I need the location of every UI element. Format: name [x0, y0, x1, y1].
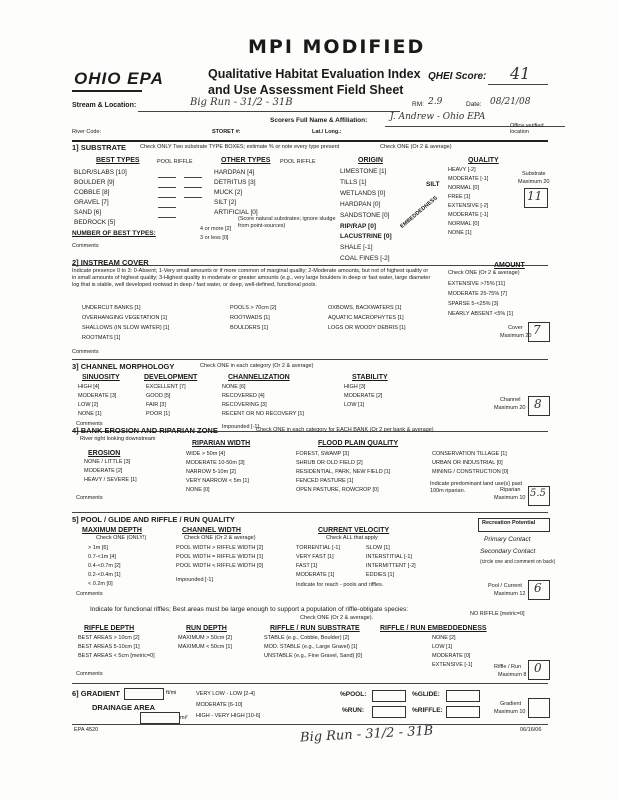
amount-header: AMOUNT	[494, 262, 525, 269]
depth-3[interactable]: 0.4-<0.7m [2]	[88, 563, 121, 569]
form-subtitle-2: and Use Assessment Field Sheet	[208, 83, 404, 97]
channelization-3[interactable]: RECOVERING [3]	[222, 402, 267, 408]
pct-pool-label: %POOL:	[340, 691, 367, 698]
best-blank-1	[158, 177, 176, 178]
quality-4[interactable]: FREE [1]	[448, 194, 471, 200]
riffle-score-label: Riffle / Run	[494, 664, 522, 670]
cover-score-value: 7	[533, 323, 541, 337]
qhei-score-value: 41	[510, 64, 531, 83]
channelization-5[interactable]: Impounded [-1]	[222, 424, 259, 430]
best-blank-5	[158, 197, 176, 198]
origin-9[interactable]: COAL FINES [-2]	[340, 255, 390, 262]
date-value: 08/21/08	[490, 97, 531, 107]
cover-right-1[interactable]: OXBOWS, BACKWATERS [1]	[328, 305, 402, 311]
riffle-score-max: Maximum 8	[498, 672, 527, 678]
depth-4[interactable]: 0.2-<0.4m [1]	[88, 572, 121, 578]
riparian-4[interactable]: VERY NARROW < 5m [1]	[186, 478, 249, 484]
handwritten-signature: Big Run - 31/2 - 31B	[299, 723, 434, 746]
channel-comments: Comments	[76, 421, 103, 427]
section-2-rule	[72, 359, 548, 360]
cover-right-3[interactable]: LOGS OR WOODY DEBRIS [1]	[328, 325, 406, 331]
flood-plain-header: FLOOD PLAIN QUALITY	[318, 440, 399, 447]
gradient-score-max: Maximum 10	[494, 709, 526, 715]
scorer-label: Scorers Full Name & Affiliation:	[270, 117, 368, 124]
sinuosity-4[interactable]: NONE [1]	[78, 411, 102, 417]
development-2[interactable]: GOOD [5]	[146, 393, 171, 399]
substrate-score-value: 11	[527, 189, 543, 203]
cover-comments: Comments	[72, 349, 99, 355]
header-rule	[72, 140, 548, 142]
channel-instruction: Check ONE in each category (Or 2 & average)	[200, 363, 314, 369]
instream-cover-title: 2] INSTREAM COVER	[72, 258, 149, 267]
width-3[interactable]: POOL WIDTH < RIFFLE WIDTH [0]	[176, 563, 264, 569]
pool-score-max: Maximum 12	[494, 591, 526, 597]
riparian-width-header: RIPARIAN WIDTH	[192, 440, 251, 447]
riffle-score-value: 0	[534, 661, 542, 675]
current-velocity-header: CURRENT VELOCITY	[318, 527, 390, 534]
velocity-right-3[interactable]: INTERMITTENT [-2]	[366, 563, 416, 569]
other-type-1[interactable]: HARDPAN [4]	[214, 169, 255, 176]
amount-3[interactable]: SPARSE 5-<25% [3]	[448, 301, 499, 307]
best-blank-8	[158, 217, 176, 218]
drainage-input[interactable]	[140, 712, 180, 724]
pool-riffle-header-1: POOL RIFFLE	[157, 159, 193, 165]
river-code-label: River Code:	[72, 129, 102, 135]
quality-6[interactable]: MODERATE [-1]	[448, 212, 489, 218]
depth-2[interactable]: 0.7-<1m [4]	[88, 554, 116, 560]
rm-label: RM:	[412, 101, 424, 108]
gradient-title: 6] GRADIENT	[72, 689, 120, 698]
bank-erosion-title: 4] BANK EROSION AND RIPARIAN ZONE	[72, 426, 218, 435]
best-type-3[interactable]: COBBLE [8]	[74, 189, 110, 196]
amount-4[interactable]: NEARLY ABSENT <5% [1]	[448, 311, 513, 317]
origin-8[interactable]: SHALE [-1]	[340, 244, 373, 251]
embeddedness-2[interactable]: LOW [1]	[432, 644, 453, 650]
origin-3[interactable]: WETLANDS [0]	[340, 190, 386, 197]
riffle-comments: Comments	[76, 671, 103, 677]
riparian-5[interactable]: NONE [0]	[186, 487, 210, 493]
riffle-note: Indicate for functional riffles; Best areas must be large enough to support a population of riffle-obligate species:	[90, 606, 409, 613]
substrate-instruction: Check ONLY Two substrate TYPE BOXES; estimate % or note every type present	[140, 144, 340, 150]
development-1[interactable]: EXCELLENT [7]	[146, 384, 186, 390]
riparian-3[interactable]: NARROW 5-10m [2]	[186, 469, 236, 475]
quality-3[interactable]: NORMAL [0]	[448, 185, 479, 191]
channel-score-max: Maximum 20	[494, 405, 526, 411]
stability-1[interactable]: HIGH [3]	[344, 384, 366, 390]
pool-score-value: 6	[534, 581, 542, 595]
office-verified-label: Office verified location	[510, 123, 544, 135]
best-blank-6	[184, 197, 202, 198]
quality-2[interactable]: MODERATE [-1]	[448, 176, 489, 182]
quality-header: QUALITY	[468, 157, 499, 164]
cover-left-4[interactable]: ROOTMATS [1]	[82, 335, 121, 341]
stream-location-label: Stream & Location:	[72, 102, 137, 109]
width-1[interactable]: POOL WIDTH > RIFFLE WIDTH [2]	[176, 545, 264, 551]
num-best-types-label: NUMBER OF BEST TYPES:	[72, 230, 156, 237]
qhei-score-label: QHEI Score:	[428, 71, 487, 82]
channel-score-value: 8	[534, 397, 542, 411]
gradient-input[interactable]	[124, 688, 164, 700]
velocity-left-4[interactable]: MODERATE [1]	[296, 572, 335, 578]
date-label: Date:	[466, 101, 482, 108]
form-date: 06/16/06	[520, 727, 542, 733]
pool-score-label: Pool / Current	[488, 583, 522, 589]
flood-left-1[interactable]: FOREST, SWAMP [3]	[296, 451, 349, 457]
cover-right-2[interactable]: AQUATIC MACROPHYTES [1]	[328, 315, 404, 321]
sinuosity-header: SINUOSITY	[82, 374, 120, 381]
width-4[interactable]: Impounded [-1]	[176, 577, 213, 583]
depth-note: Check ONE (ONLY!)	[96, 535, 147, 541]
riffle-depth-1[interactable]: BEST AREAS > 10cm [2]	[78, 635, 140, 641]
footer-rule	[72, 724, 548, 725]
embeddedness-header: RIFFLE / RUN EMBEDDEDNESS	[380, 625, 487, 632]
origin-6[interactable]: RIP/RAP [0]	[340, 223, 376, 230]
best-blank-7	[158, 207, 176, 208]
substrate-score-max: Maximum 20	[518, 179, 550, 185]
riffle-depth-3[interactable]: BEST AREAS < 5cm [metric=0]	[78, 653, 155, 659]
pct-run-input[interactable]	[372, 706, 406, 718]
riffle-run-substrate-header: RIFFLE / RUN SUBSTRATE	[270, 625, 360, 632]
origin-5[interactable]: SANDSTONE [0]	[340, 212, 390, 219]
primary-contact[interactable]: Primary Contact	[484, 536, 531, 543]
riparian-score-value: 5.5	[530, 488, 546, 499]
amount-1[interactable]: EXTENSIVE >75% [11]	[448, 281, 505, 287]
quality-8[interactable]: NONE [1]	[448, 230, 472, 236]
page-title: MPI MODIFIED	[248, 36, 426, 58]
other-type-2[interactable]: DETRITUS [3]	[214, 179, 256, 186]
storet-label: STORET #:	[212, 129, 241, 135]
cover-instruction: Indicate presence 0 to 3: 0-Absent; 1-Very small amounts or if more common of marginal quality; 2-Moderate amounts, but not of highest quality or in small amounts of highest quality; 3-Highest quality in moderate or greater amounts (e.g., very large boulders in deep or fast water, large diameter log that is stable, well developed rootwad in deep / fast water, or deep, well-defined, functional pools.	[72, 268, 431, 288]
riffle-depth-2[interactable]: BEST AREAS 5-10cm [1]	[78, 644, 140, 650]
channelization-2[interactable]: RECOVERED [4]	[222, 393, 265, 399]
depth-5[interactable]: < 0.2m [0]	[88, 581, 113, 587]
pool-comments: Comments	[76, 591, 103, 597]
amount-note: Check ONE (Or 2 & average)	[448, 270, 520, 276]
latlong-label: Lat./ Long.:	[312, 129, 342, 135]
gradient-unit: ft/mi	[166, 690, 177, 696]
pct-riffle-input[interactable]	[446, 706, 480, 718]
stability-header: STABILITY	[352, 374, 388, 381]
velocity-right-2[interactable]: INTERSTITIAL [-1]	[366, 554, 412, 560]
channelization-header: CHANNELIZATION	[228, 374, 290, 381]
flood-left-4[interactable]: FENCED PASTURE [1]	[296, 478, 354, 484]
sinuosity-1[interactable]: HIGH [4]	[78, 384, 100, 390]
development-3[interactable]: FAIR [3]	[146, 402, 166, 408]
gradient-high[interactable]: HIGH - VERY HIGH [10-6]	[196, 713, 261, 719]
embeddedness-label: EMBEDDEDNESS	[399, 195, 439, 230]
amount-2[interactable]: MODERATE 25-75% [7]	[448, 291, 507, 297]
best-blank-3	[158, 187, 176, 188]
pct-glide-label: %GLIDE:	[412, 691, 440, 698]
river-right-note: River right looking downstream	[80, 436, 156, 442]
erosion-2[interactable]: MODERATE [2]	[84, 468, 123, 474]
best-type-2[interactable]: BOULDER [9]	[74, 179, 115, 186]
circle-note: (circle one and comment on back)	[480, 559, 556, 565]
channel-morphology-title: 3] CHANNEL MORPHOLOGY	[72, 362, 175, 371]
cover-mid-1[interactable]: POOLS > 70cm [2]	[230, 305, 277, 311]
pool-riffle-title: 5] POOL / GLIDE AND RIFFLE / RUN QUALITY	[72, 515, 235, 524]
erosion-header: EROSION	[88, 450, 121, 457]
silt-label: SILT	[426, 181, 440, 188]
flood-note: Indicate predominant land use(s) past 100m riparian.	[430, 481, 523, 494]
section-4-rule	[72, 512, 548, 513]
drainage-unit: mi²	[180, 715, 188, 721]
flood-left-5[interactable]: OPEN PASTURE, ROWCROP [0]	[296, 487, 379, 493]
stability-3[interactable]: LOW [1]	[344, 402, 365, 408]
other-type-5[interactable]: ARTIFICIAL [0]	[214, 209, 258, 216]
velocity-right-4[interactable]: EDDIES [1]	[366, 572, 395, 578]
rr-substrate-3[interactable]: UNSTABLE (e.g., Fine Gravel, Sand) [0]	[264, 653, 363, 659]
origin-note: Check ONE (Or 2 & average)	[380, 144, 452, 150]
scorer-value: J. Andrew - Ohio EPA	[390, 112, 486, 122]
run-depth-1[interactable]: MAXIMUM > 50cm [2]	[178, 635, 232, 641]
cover-left-3[interactable]: SHALLOWS (IN SLOW WATER) [1]	[82, 325, 170, 331]
gradient-moderate[interactable]: MODERATE [6-10]	[196, 702, 243, 708]
cover-left-2[interactable]: OVERHANGING VEGETATION [1]	[82, 315, 168, 321]
gradient-score-box	[528, 698, 550, 718]
velocity-left-1[interactable]: TORRENTIAL [-1]	[296, 545, 341, 551]
origin-7[interactable]: LACUSTRINE [0]	[340, 233, 392, 240]
depth-1[interactable]: > 1m [6]	[88, 545, 109, 551]
best-type-6[interactable]: BEDROCK [5]	[74, 219, 116, 226]
stream-underline	[138, 111, 400, 112]
flood-left-3[interactable]: RESIDENTIAL, PARK, NEW FIELD [1]	[296, 469, 391, 475]
best-type-1[interactable]: BLDR/SLABS [10]	[74, 169, 127, 176]
embeddedness-1[interactable]: NONE [2]	[432, 635, 456, 641]
ohio-epa-logo: OHIO EPA	[74, 69, 164, 88]
pct-pool-input[interactable]	[372, 690, 406, 702]
form-id: EPA 4520	[74, 727, 99, 733]
stream-location-value: Big Run - 31/2 - 31B	[190, 97, 293, 108]
best-type-5[interactable]: SAND [6]	[74, 209, 102, 216]
bank-comments: Comments	[76, 495, 103, 501]
cover-mid-3[interactable]: BOULDERS [1]	[230, 325, 268, 331]
pct-run-label: %RUN:	[342, 707, 365, 714]
sinuosity-2[interactable]: MODERATE [3]	[78, 393, 117, 399]
riparian-2[interactable]: MODERATE 10-50m [3]	[186, 460, 245, 466]
best-type-4[interactable]: GRAVEL [7]	[74, 199, 109, 206]
flood-right-2[interactable]: URBAN OR INDUSTRIAL [0]	[432, 460, 503, 466]
pct-riffle-label: %RIFFLE:	[412, 707, 443, 714]
substrate-score-label: Substrate	[522, 171, 546, 177]
logo-underline	[72, 90, 142, 92]
pool-riffle-header-2: POOL RIFFLE	[280, 159, 316, 165]
channel-width-header: CHANNEL WIDTH	[182, 527, 241, 534]
origin-2[interactable]: TILLS [1]	[340, 179, 367, 186]
development-4[interactable]: POOR [1]	[146, 411, 170, 417]
cover-left-1[interactable]: UNDERCUT BANKS [1]	[82, 305, 141, 311]
max-depth-header: MAXIMUM DEPTH	[82, 527, 142, 534]
sludge-note: (Score natural substrates; ignore sludge from point-sources)	[238, 216, 336, 229]
gradient-very-low[interactable]: VERY LOW - LOW [2-4]	[196, 691, 255, 697]
form-subtitle-1: Qualitative Habitat Evaluation Index	[208, 67, 421, 81]
cover-mid-2[interactable]: ROOTWADS [1]	[230, 315, 270, 321]
development-header: DEVELOPMENT	[144, 374, 198, 381]
rr-substrate-1[interactable]: STABLE (e.g., Cobble, Boulder) [2]	[264, 635, 350, 641]
bank-instruction: Check ONE in each category for EACH BANK (Or 2 per bank & average)	[256, 427, 434, 433]
section-5-rule	[72, 683, 548, 684]
riparian-1[interactable]: WIDE > 50m [4]	[186, 451, 225, 457]
best-blank-2	[184, 177, 202, 178]
num-best-opt-2[interactable]: 3 or less [0]	[200, 235, 229, 241]
velocity-note: Check ALL that apply	[326, 535, 378, 541]
other-types-header: OTHER TYPES	[221, 157, 271, 164]
quality-1[interactable]: HEAVY [-2]	[448, 167, 476, 173]
velocity-right-1[interactable]: SLOW [1]	[366, 545, 390, 551]
embeddedness-3[interactable]: MODERATE [0]	[432, 653, 471, 659]
channel-score-label: Channel	[500, 397, 521, 403]
cover-score-max: Maximum 20	[500, 333, 532, 339]
pct-glide-input[interactable]	[446, 690, 480, 702]
origin-4[interactable]: HARDPAN [0]	[340, 201, 381, 208]
riparian-score-max: Maximum 10	[494, 495, 526, 501]
width-note: Check ONE (Or 2 & average)	[184, 535, 256, 541]
velocity-footer: Indicate for reach - pools and riffles.	[296, 582, 384, 588]
flood-right-3[interactable]: MINING / CONSTRUCTION [0]	[432, 469, 509, 475]
flood-left-2[interactable]: SHRUB OR OLD FIELD [2]	[296, 460, 363, 466]
channelization-1[interactable]: NONE [6]	[222, 384, 246, 390]
embeddedness-4[interactable]: EXTENSIVE [-1]	[432, 662, 473, 668]
run-depth-2[interactable]: MAXIMUM < 50cm [1]	[178, 644, 232, 650]
run-depth-header: RUN DEPTH	[186, 625, 227, 632]
rm-value: 2.9	[428, 97, 443, 107]
riparian-score-label: Riparian	[500, 487, 521, 493]
velocity-left-2[interactable]: VERY FAST [1]	[296, 554, 334, 560]
erosion-3[interactable]: HEAVY / SEVERE [1]	[84, 477, 137, 483]
rr-substrate-2[interactable]: MOD. STABLE (e.g., Large Gravel) [1]	[264, 644, 358, 650]
drainage-area-label: DRAINAGE AREA	[92, 703, 156, 712]
origin-header: ORIGIN	[358, 157, 383, 164]
erosion-1[interactable]: NONE / LITTLE [3]	[84, 459, 131, 465]
other-type-3[interactable]: MUCK [2]	[214, 189, 243, 196]
num-best-opt-1[interactable]: 4 or more [2]	[200, 226, 232, 232]
quality-5[interactable]: EXTENSIVE [-2]	[448, 203, 489, 209]
velocity-left-3[interactable]: FAST [1]	[296, 563, 318, 569]
other-type-4[interactable]: SILT [2]	[214, 199, 237, 206]
substrate-title: 1] SUBSTRATE	[72, 143, 127, 152]
secondary-contact[interactable]: Secondary Contact	[480, 548, 536, 555]
quality-7[interactable]: NORMAL [0]	[448, 221, 479, 227]
riffle-check-note: Check ONE (Or 2 & average).	[300, 615, 374, 621]
no-riffle[interactable]: NO RIFFLE [metric=0]	[470, 611, 525, 617]
flood-right-1[interactable]: CONSERVATION TILLAGE [1]	[432, 451, 507, 457]
substrate-comments: Comments	[72, 243, 99, 249]
origin-1[interactable]: LIMESTONE [1]	[340, 168, 387, 175]
width-2[interactable]: POOL WIDTH = RIFFLE WIDTH [1]	[176, 554, 264, 560]
score-underline	[488, 84, 548, 85]
sinuosity-3[interactable]: LOW [2]	[78, 402, 99, 408]
gradient-score-label: Gradient	[500, 701, 522, 707]
best-blank-4	[184, 187, 202, 188]
best-types-header: BEST TYPES	[96, 157, 140, 164]
riffle-depth-header: RIFFLE DEPTH	[84, 625, 135, 632]
recreation-label: Recreation Potential	[482, 520, 536, 526]
stability-2[interactable]: MODERATE [2]	[344, 393, 383, 399]
channelization-4[interactable]: RECENT OR NO RECOVERY [1]	[222, 411, 304, 417]
cover-score-label: Cover	[508, 325, 523, 331]
